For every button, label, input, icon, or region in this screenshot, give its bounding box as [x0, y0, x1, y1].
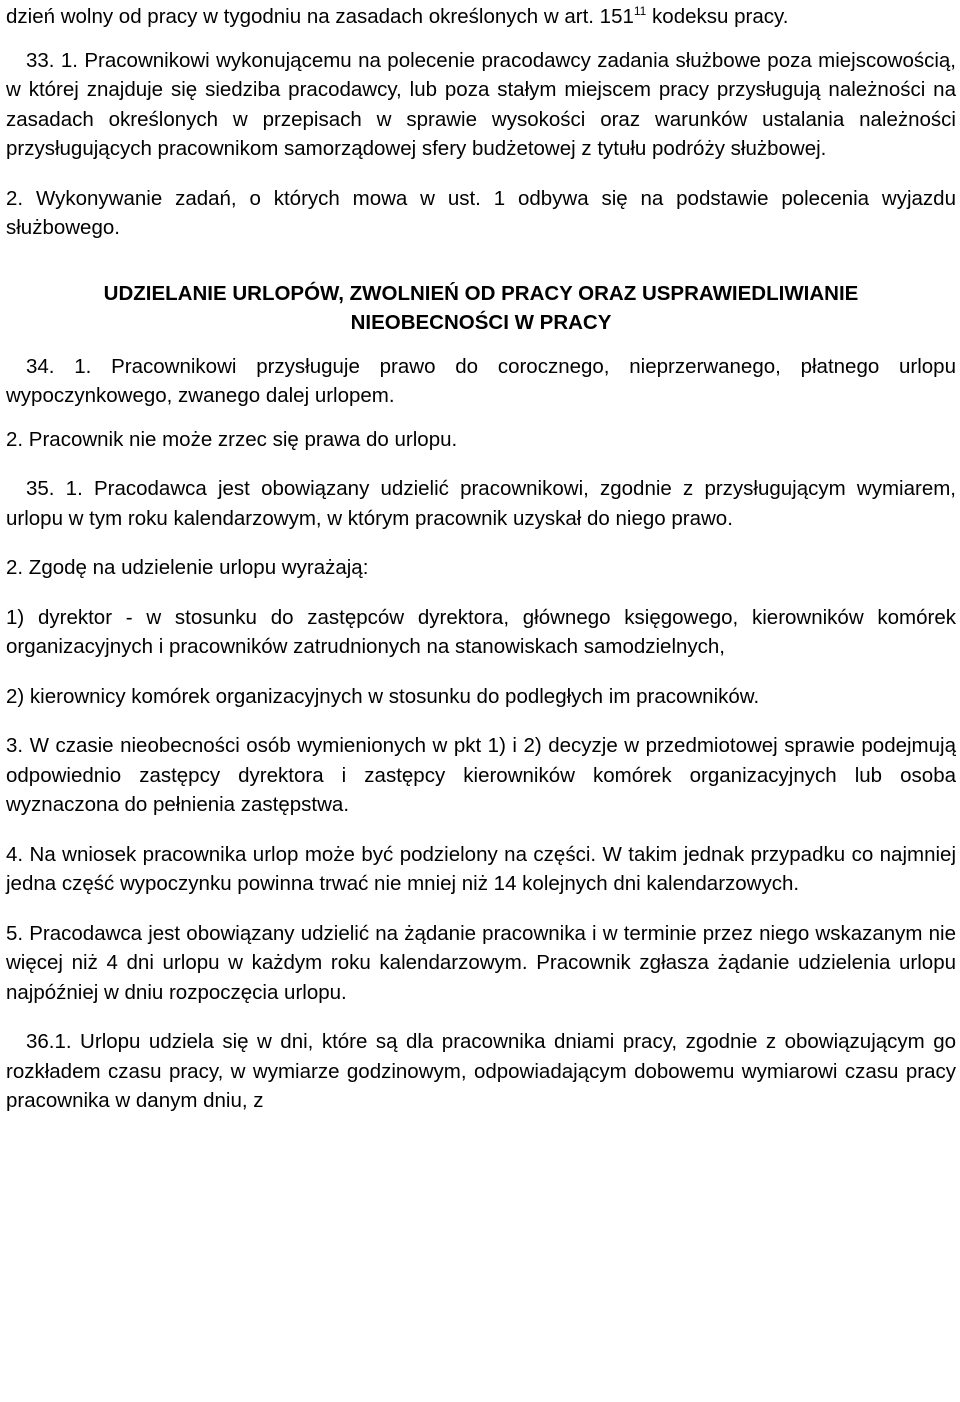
paragraph-34-1: 34. 1. Pracownikowi przysługuje prawo do corocznego, nieprzerwanego, płatnego urlopu wypoczynkowego, zwanego dalej urlopem.: [6, 354, 956, 407]
paragraph-35-2-item-1: 1) dyrektor - w stosunku do zastępców dyrektora, głównego księgowego, kierowników komórek organizacyjnych i pracowników zatrudnionych na stanowiskach samodzielnych,: [6, 605, 956, 658]
paragraph-35-3: 3. W czasie nieobecności osób wymienionych w pkt 1) i 2) decyzje w przedmiotowej sprawie podejmują odpowiednio zastępcy dyrektora i zastępcy kierowników komórek organizacyjnych lub osoba wyznaczona do pełnienia zastępstwa.: [6, 734, 956, 816]
paragraph-33-1: 33. 1. Pracownikowi wykonującemu na polecenie pracodawcy zadania służbowe poza miejscowością, w której znajduje się siedziba pracodawcy, lub poza stałym miejscem pracy przysługują należności na zasadach określonych w przepisach w sprawie wysokości oraz warunków ustalania należności przysługujących pracownikom samorządowej sfery budżetowej z tytułu podróży służbowej.: [6, 48, 956, 160]
paragraph-35-1: 35. 1. Pracodawca jest obowiązany udzielić pracownikowi, zgodnie z przysługującym wymiarem, urlopu w tym roku kalendarzowym, w którym pracownik uzyskał do niego prawo.: [6, 477, 956, 530]
paragraph-35-5: 5. Pracodawca jest obowiązany udzielić na żądanie pracownika i w terminie przez niego wskazanym nie więcej niż 4 dni urlopu w każdym roku kalendarzowym. Pracownik zgłasza żądanie udzielenia urlopu najpóźniej w dniu rozpoczęcia urlopu.: [6, 921, 956, 1004]
paragraph-35-2: 2. Zgodę na udzielenie urlopu wyrażają:: [6, 556, 369, 579]
section-heading: UDZIELANIE URLOPÓW, ZWOLNIEŃ OD PRACY ORAZ USPRAWIEDLIWIANIE NIEOBECNOŚCI W PRACY: [103, 281, 859, 334]
paragraph-34-2: 2. Pracownik nie może zrzec się prawa do urlopu.: [6, 427, 458, 451]
document-page: [6, 0, 956, 1116]
superscript: 11: [633, 4, 647, 19]
paragraph-continued: dzień wolny od pracy w tygodniu na zasadach określonych w art. $151^{11}$ kodeksu pracy.: [6, 4, 789, 28]
paragraph-35-4: 4. Na wniosek pracownika urlop może być podzielony na części. W takim jednak przypadku co najmniej jedna część wypoczynku powinna trwać nie mniej niż 14 kolejnych dni kalendarzowych.: [6, 842, 956, 895]
paragraph-36-1: 36.1. Urlopu udziela się w dni, które są dla pracownika dniami pracy, zgodnie z obowiązującym go rozkładem czasu pracy, w wymiarze godzinowym, odpowiadającym dobowemu wymiarowi czasu pracy pracownika w danym dniu, z: [6, 1030, 956, 1112]
paragraph-33-2: 2. Wykonywanie zadań, o których mowa w ust. 1 odbywa się na podstawie polecenia wyjazdu służbowego.: [6, 186, 956, 239]
paragraph-35-2-item-2: 2) kierownicy komórek organizacyjnych w stosunku do podległych im pracowników.: [6, 684, 760, 708]
